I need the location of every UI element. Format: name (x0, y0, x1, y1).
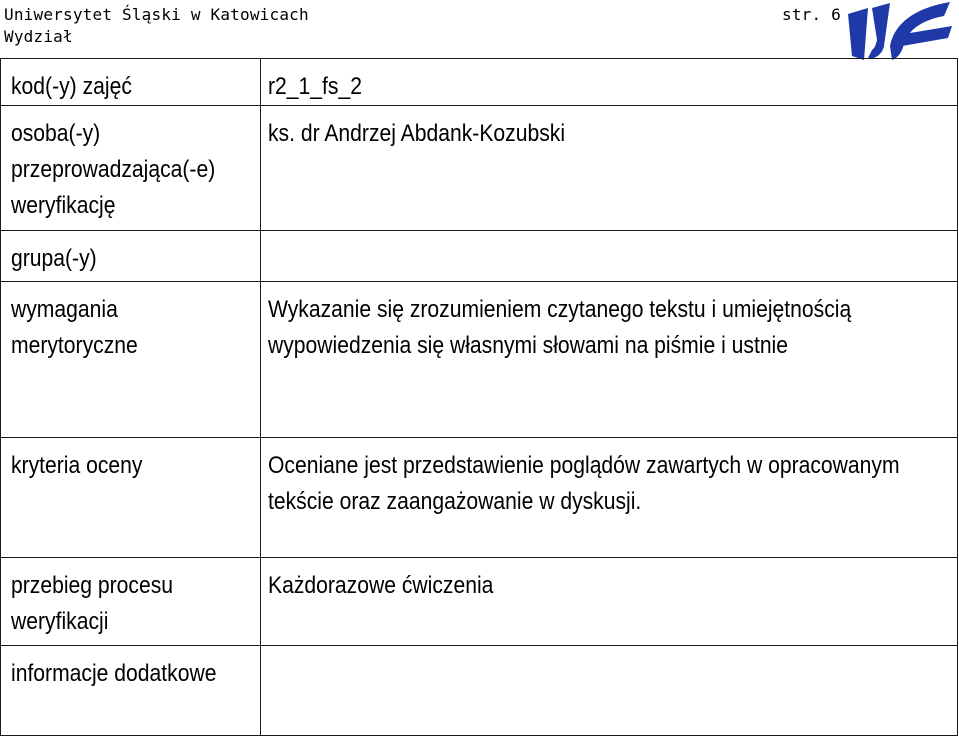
page-number: str. 6 (782, 5, 841, 24)
row-label-criteria: kryteria oceny (1, 438, 261, 558)
table-row (1, 558, 958, 646)
row-value-course-code: r2_1_fs_2 (261, 59, 958, 106)
row-value-process: Każdorazowe ćwiczenia (261, 558, 958, 646)
department-name: Wydział (4, 27, 73, 46)
row-label-verifier: osoba(-y) przeprowadzająca(-e) weryfikację (1, 106, 261, 231)
table-row (1, 646, 958, 736)
course-info-table (0, 58, 958, 736)
row-value-additional-info (261, 646, 958, 736)
table-row (1, 59, 958, 106)
row-label-process: przebieg procesu weryfikacji (1, 558, 261, 646)
university-name: Uniwersytet Śląski w Katowicach (4, 5, 309, 24)
table-row (1, 231, 958, 282)
row-label-groups: grupa(-y) (1, 231, 261, 282)
row-label-requirements: wymagania merytoryczne (1, 282, 261, 438)
row-value-requirements: Wykazanie się zrozumieniem czytanego tekstu i umiejętnością wypowiedzenia się własnymi słowami na piśmie i ustnie (261, 282, 958, 438)
row-label-course-code: kod(-y) zajęć (1, 59, 261, 106)
row-label-additional-info: informacje dodatkowe (1, 646, 261, 736)
row-value-groups (261, 231, 958, 282)
university-logo-icon (842, 0, 952, 62)
table-row (1, 106, 958, 231)
table-row (1, 438, 958, 558)
row-value-verifier: ks. dr Andrzej Abdank-Kozubski (261, 106, 958, 231)
row-value-criteria: Oceniane jest przedstawienie poglądów zawartych w opracowanym tekście oraz zaangażowanie w dyskusji. (261, 438, 958, 558)
table-row (1, 282, 958, 438)
